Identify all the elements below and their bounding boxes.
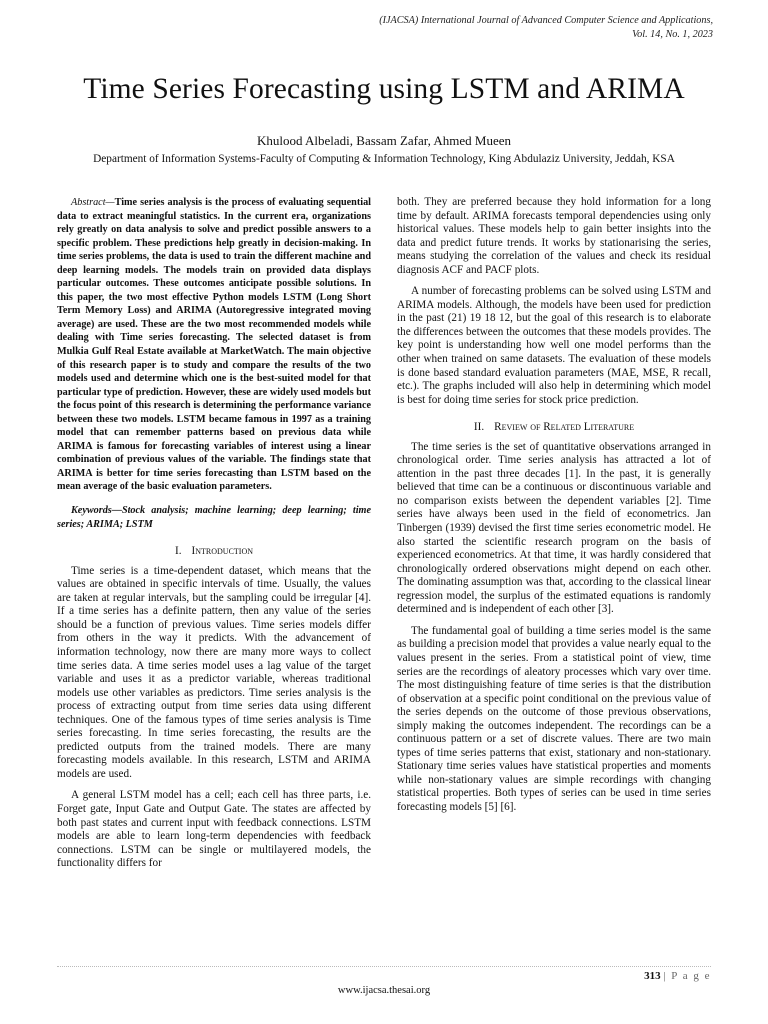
abstract-text: Time series analysis is the process of evaluating sequential data to extract meaningful statistics. In the current era, organizations rely greatly on data analysis to solve and predict possible answers to a specific problem. These predictions help greatly in decision-making. In time series problems, the data is used to train the different machine and deep learning models. The models train on provided data displays particular outcomes. These outcomes anticipate possible solutions. In this paper, the two most effective Python models LSTM (Long Short Term Memory Loss) and ARIMA (Autoregressive integrated moving average) are used. These are the two most recommended models while dealing with Time series forecasting. The selected dataset is from Mulkia Gulf Real Estate available at MarketWatch. The main objective of this research paper is to study and compare the results of the two models used and determine which one is the best-suited model for that particular type of prediction. However, these are widely used models but the focus point of this research is determining the performance variance between these two models. LSTM became famous in 1997 as a training model that can remember patterns based on previous data while ARIMA is famous for forecasting variables of interest using a linear combination of previous values of the variable. The findings state that ARIMA is better for time series forecasting than LSTM based on the mean average of the basic evaluation parameters. — [57, 197, 371, 493]
section-heading-related-literature — [397, 421, 711, 435]
paragraph: both. They are preferred because they hold information for a long time by default. ARIMA forecasts temporal dependencies using only historical values. These models help to gain better insights into the data and predict future trends. It works by stationarising the series, means studying the correlation of the values and check its residual diagnosis ACF and PACF plots. — [397, 196, 711, 276]
paragraph: A general LSTM model has a cell; each cell has three parts, i.e. Forget gate, Input Gate and Output Gate. The states are affected by both past states and current input with feedback connections. LSTM models are able to learn long-term dependencies with feedback connections. LSTM can be single or multilayered models, the functionality differs for — [57, 789, 371, 870]
abstract-lead: Abstract— — [71, 197, 115, 208]
journal-volume: Vol. 14, No. 1, 2023 — [632, 29, 713, 40]
section-title: Review of Related Literature — [494, 421, 635, 434]
section-title: Introduction — [191, 545, 254, 558]
keywords-text: Stock analysis; machine learning; deep learning; time series; ARIMA; LSTM — [57, 505, 371, 530]
keywords-lead: Keywords— — [71, 505, 122, 517]
paragraph: A number of forecasting problems can be solved using LSTM and ARIMA models. Although, the models have been used for prediction in the past (21) 19 18 12, but the goal of this research is to elaborate the differences between the outcomes that these models provides. The key point is understanding how well one model performs than the other when trained on same datasets. The evaluation of these models is done based standard evaluation parameters (MAE, MSE, R recall, etc.). The graphs included will also help in determining which model is best for doing time series for stock price prediction. — [397, 285, 711, 406]
abstract — [57, 196, 371, 494]
page-number-value: 313 — [644, 970, 661, 982]
keywords — [57, 504, 371, 531]
author-list: Khulood Albeladi, Bassam Zafar, Ahmed Mueen — [256, 133, 511, 148]
paper-title: Time Series Forecasting using LSTM and ARIMA — [83, 73, 685, 105]
page-label: | P a g e — [663, 970, 711, 982]
footer-divider — [57, 966, 711, 967]
section-number: II. — [473, 421, 485, 434]
right-column — [397, 196, 711, 823]
left-column — [57, 196, 371, 879]
author-affiliation: Department of Information Systems-Faculty of Computing & Information Technology, King Abdulaziz University, Jeddah, KSA — [93, 153, 675, 165]
section-heading-introduction — [57, 545, 371, 559]
journal-header — [213, 14, 713, 42]
paragraph: The time series is the set of quantitative observations arranged in chronological order. Time series analysis has attracted a lot of attention in the past three decades [1]. In the past, it is generally believed that time can be a continuous or discontinuous variable and no comparison exists between the dependent variables [2]. Time series have always been used in the field of econometrics. Jan Tinbergen (1939) devised the first time series econometric model. He also started the scientific research program on the basis of experienced econometrics. At that time, it was hardly considered that chronologically ordered observations might depend on each other. The dominating assumption was that, according to the classical linear regression model, the surplus of the estimated equations is randomly determined and is independent of each other [3]. — [397, 440, 711, 616]
section-number: I. — [174, 545, 182, 558]
paragraph: The fundamental goal of building a time series model is the same as building a precision model that provides a value nearly equal to the values present in the series. From a statistical point of view, time series are the recordings of aleatory processes which vary over time. The most distinguishing feature of time series is that the distribution of observation at a specific point conditional on the previous value of the series depends on the outcome of those previous observations, simply making the outcomes independent. The recordings can be a continuous pattern or a set of discrete values. There are two main types of time series patterns that exist, stationary and non-stationary. Stationary time series values have statistical properties and moments while non-stationary values are simple recordings with changing statistical properties. Both types of series can be used in time series forecasting models [5] [6]. — [397, 624, 711, 813]
journal-website: www.ijacsa.thesai.org — [337, 985, 431, 996]
paragraph: Time series is a time-dependent dataset, which means that the values are obtained in specific intervals of time. Usually, the values are taken at regular intervals, but the sampling could be irregular [4]. If a time series has a definite pattern, then any value of the series should be a function of previous values. Time series models differ from others in the way it predicts. With the advancement of information technology, now there are many more ways to collect time series data. A time series model uses a lag value of the target variable and uses it as a predictor variable, whereas traditional models use other variables as predictors. Time series analysis is the process of extracting output from time series data using different techniques. One of the famous types of time series analysis is Time series forecasting. In time series forecasting, the results are the predicted outputs from the trained models. There are many forecasting models available. In this research, LSTM and ARIMA models are used. — [57, 564, 371, 780]
page-number — [644, 970, 711, 982]
journal-name: (IJACSA) International Journal of Advanced Computer Science and Applications, — [379, 15, 713, 26]
